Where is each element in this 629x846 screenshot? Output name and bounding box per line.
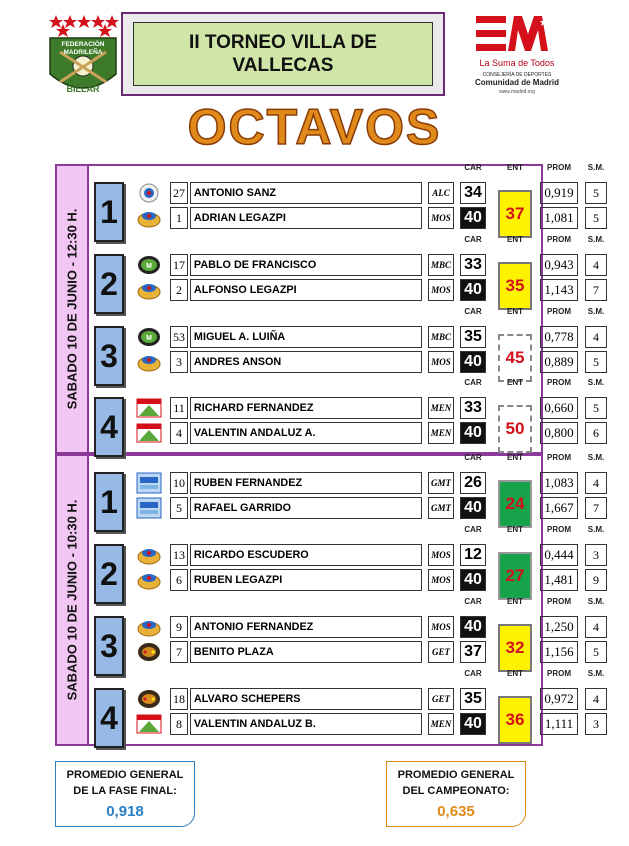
match-entradas: 27 [498,552,532,600]
col-header-prom: PROM [547,378,571,387]
match-entradas: 36 [498,696,532,744]
player-serie-mayor: 9 [585,569,607,591]
col-header-ent: ENT [507,453,523,462]
match-number: 4 [94,397,124,457]
match-entradas: 35 [498,262,532,310]
svg-text:BILLAR: BILLAR [66,84,100,94]
col-header-ent: ENT [507,235,523,244]
col-header-car: CAR [464,453,482,462]
player-carambolas: 40 [460,569,486,591]
player-seed: 5 [170,497,188,519]
mos-club-icon [136,207,162,229]
player-row [170,544,482,566]
player-serie-mayor: 5 [585,641,607,663]
player-carambolas: 26 [460,472,486,494]
player-row [170,279,482,301]
svg-text:FEDERACIÓN: FEDERACIÓN [61,41,105,48]
col-header-prom: PROM [547,307,571,316]
player-carambolas: 34 [460,182,486,204]
player-row [170,326,482,348]
player-seed: 13 [170,544,188,566]
championship-average-box [386,761,526,827]
player-serie-mayor: 5 [585,351,607,373]
player-carambolas: 40 [460,279,486,301]
col-header-car: CAR [464,163,482,172]
alc-club-icon [136,182,162,204]
col-header-ent: ENT [507,597,523,606]
player-carambolas: 37 [460,641,486,663]
championship-average-value: 0,635 [437,803,475,820]
player-club: MEN [428,397,454,419]
player-carambolas: 33 [460,397,486,419]
player-name: RICHARD FERNANDEZ [190,397,422,419]
player-name: RUBEN LEGAZPI [190,569,422,591]
player-club: MEN [428,422,454,444]
player-serie-mayor: 6 [585,422,607,444]
player-club: ALC [428,182,454,204]
player-row [170,182,482,204]
player-carambolas: 12 [460,544,486,566]
player-carambolas: 40 [460,422,486,444]
match-entradas: 45 [498,334,532,382]
cm-org: Comunidad de Madrid [475,78,559,87]
player-club: MOS [428,569,454,591]
player-club: GMT [428,472,454,494]
col-header-sm: S.M. [587,525,605,534]
match-number: 1 [94,472,124,532]
player-name: RICARDO ESCUDERO [190,544,422,566]
match-entradas: 32 [498,624,532,672]
player-row [170,713,482,735]
player-carambolas: 40 [460,616,486,638]
player-name: MIGUEL A. LUIÑA [190,326,422,348]
player-club: MBC [428,254,454,276]
final-phase-average-box [55,761,195,827]
player-name: VALENTIN ANDALUZ A. [190,422,422,444]
col-header-car: CAR [464,525,482,534]
player-row [170,472,482,494]
col-header-sm: S.M. [587,307,605,316]
player-promedio: 0,660 [540,397,578,419]
player-seed: 8 [170,713,188,735]
tournament-title-line-1: II TORNEO VILLA DE [189,32,377,53]
mos-club-icon [136,569,162,591]
final-phase-average-value: 0,918 [106,803,144,820]
player-seed: 53 [170,326,188,348]
player-name: ADRIAN LEGAZPI [190,207,422,229]
player-seed: 27 [170,182,188,204]
men-club-icon [136,397,162,419]
mos-club-icon [136,351,162,373]
player-seed: 11 [170,397,188,419]
match-number: 2 [94,254,124,314]
player-promedio: 1,081 [540,207,578,229]
player-row [170,397,482,419]
col-header-car: CAR [464,597,482,606]
player-club: GMT [428,497,454,519]
player-serie-mayor: 4 [585,472,607,494]
player-serie-mayor: 5 [585,397,607,419]
player-carambolas: 35 [460,688,486,710]
col-header-sm: S.M. [587,163,605,172]
final-phase-average-label: PROMEDIO GENERAL DE LA FASE FINAL: [66,769,184,797]
cm-dept: CONSEJERÍA DE DEPORTES [482,72,552,78]
player-serie-mayor: 4 [585,254,607,276]
player-name: ANDRES ANSON [190,351,422,373]
player-name: ALVARO SCHEPERS [190,688,422,710]
get-club-icon [136,688,162,710]
cm-emblem-icon [462,12,572,58]
player-seed: 17 [170,254,188,276]
player-serie-mayor: 3 [585,544,607,566]
player-promedio: 0,919 [540,182,578,204]
player-row [170,351,482,373]
player-club: GET [428,641,454,663]
player-name: RAFAEL GARRIDO [190,497,422,519]
championship-average-label: PROMEDIO GENERAL DEL CAMPEONATO: [397,769,515,797]
player-row [170,688,482,710]
player-carambolas: 40 [460,207,486,229]
player-seed: 9 [170,616,188,638]
col-header-sm: S.M. [587,669,605,678]
player-seed: 7 [170,641,188,663]
player-carambolas: 35 [460,326,486,348]
mos-club-icon [136,544,162,566]
tournament-title-line-2: VALLECAS [232,55,334,76]
player-club: GET [428,688,454,710]
get-club-icon [136,641,162,663]
col-header-car: CAR [464,378,482,387]
federacion-logo [46,12,120,96]
player-seed: 10 [170,472,188,494]
cm-url: www.madrid.org [499,89,535,95]
men-club-icon [136,713,162,735]
player-promedio: 1,481 [540,569,578,591]
player-row [170,616,482,638]
player-serie-mayor: 4 [585,326,607,348]
men-club-icon [136,422,162,444]
player-row [170,569,482,591]
session-label: SABADO 10 DE JUNIO - 10:30 H. [57,456,89,744]
col-header-sm: S.M. [587,235,605,244]
col-header-car: CAR [464,307,482,316]
player-promedio: 1,667 [540,497,578,519]
player-serie-mayor: 4 [585,616,607,638]
player-promedio: 1,143 [540,279,578,301]
player-club: MOS [428,207,454,229]
col-header-car: CAR [464,669,482,678]
col-header-prom: PROM [547,597,571,606]
player-carambolas: 40 [460,351,486,373]
player-promedio: 0,778 [540,326,578,348]
mos-club-icon [136,279,162,301]
player-serie-mayor: 5 [585,207,607,229]
player-promedio: 0,943 [540,254,578,276]
player-row [170,497,482,519]
player-club: MEN [428,713,454,735]
player-club: MOS [428,279,454,301]
comunidad-madrid-logo [462,12,572,96]
player-row [170,422,482,444]
svg-text:MADRILEÑA: MADRILEÑA [63,49,103,56]
player-serie-mayor: 7 [585,279,607,301]
gmt-club-icon [136,472,162,494]
cm-tagline: La Suma de Todos [479,58,555,68]
player-promedio: 1,083 [540,472,578,494]
player-club: MBC [428,326,454,348]
player-seed: 18 [170,688,188,710]
match-entradas: 37 [498,190,532,238]
mbc-club-icon [136,326,162,348]
col-header-ent: ENT [507,163,523,172]
mbc-club-icon [136,254,162,276]
player-promedio: 0,972 [540,688,578,710]
player-name: BENITO PLAZA [190,641,422,663]
player-row [170,641,482,663]
player-promedio: 0,444 [540,544,578,566]
player-serie-mayor: 4 [585,688,607,710]
player-club: MOS [428,544,454,566]
col-header-sm: S.M. [587,378,605,387]
player-name: RUBEN FERNANDEZ [190,472,422,494]
col-header-prom: PROM [547,525,571,534]
mos-club-icon [136,616,162,638]
gmt-club-icon [136,497,162,519]
col-header-prom: PROM [547,235,571,244]
col-header-prom: PROM [547,163,571,172]
session-label: SABADO 10 DE JUNIO - 12:30 H. [57,166,89,452]
svg-text:M: M [146,335,152,342]
player-carambolas: 33 [460,254,486,276]
player-carambolas: 40 [460,713,486,735]
match-entradas: 24 [498,480,532,528]
player-seed: 4 [170,422,188,444]
col-header-sm: S.M. [587,453,605,462]
player-seed: 6 [170,569,188,591]
match-number: 2 [94,544,124,604]
player-serie-mayor: 7 [585,497,607,519]
col-header-car: CAR [464,235,482,244]
player-promedio: 1,250 [540,616,578,638]
col-header-prom: PROM [547,453,571,462]
player-name: VALENTIN ANDALUZ B. [190,713,422,735]
player-promedio: 1,111 [540,713,578,735]
player-serie-mayor: 3 [585,713,607,735]
player-name: ANTONIO SANZ [190,182,422,204]
tournament-title-box [121,12,445,96]
match-entradas: 50 [498,405,532,453]
player-club: MOS [428,616,454,638]
col-header-sm: S.M. [587,597,605,606]
player-seed: 3 [170,351,188,373]
col-header-ent: ENT [507,378,523,387]
player-name: ALFONSO LEGAZPI [190,279,422,301]
player-carambolas: 40 [460,497,486,519]
player-name: PABLO DE FRANCISCO [190,254,422,276]
player-promedio: 0,889 [540,351,578,373]
player-serie-mayor: 5 [585,182,607,204]
player-seed: 1 [170,207,188,229]
match-number: 1 [94,182,124,242]
player-name: ANTONIO FERNANDEZ [190,616,422,638]
col-header-ent: ENT [507,669,523,678]
match-number: 3 [94,326,124,386]
match-number: 3 [94,616,124,676]
svg-text:M: M [146,263,152,270]
player-club: MOS [428,351,454,373]
player-promedio: 0,800 [540,422,578,444]
match-number: 4 [94,688,124,748]
player-promedio: 1,156 [540,641,578,663]
phase-title: OCTAVOS [187,99,442,155]
player-seed: 2 [170,279,188,301]
col-header-ent: ENT [507,307,523,316]
col-header-ent: ENT [507,525,523,534]
player-row [170,254,482,276]
col-header-prom: PROM [547,669,571,678]
player-row [170,207,482,229]
